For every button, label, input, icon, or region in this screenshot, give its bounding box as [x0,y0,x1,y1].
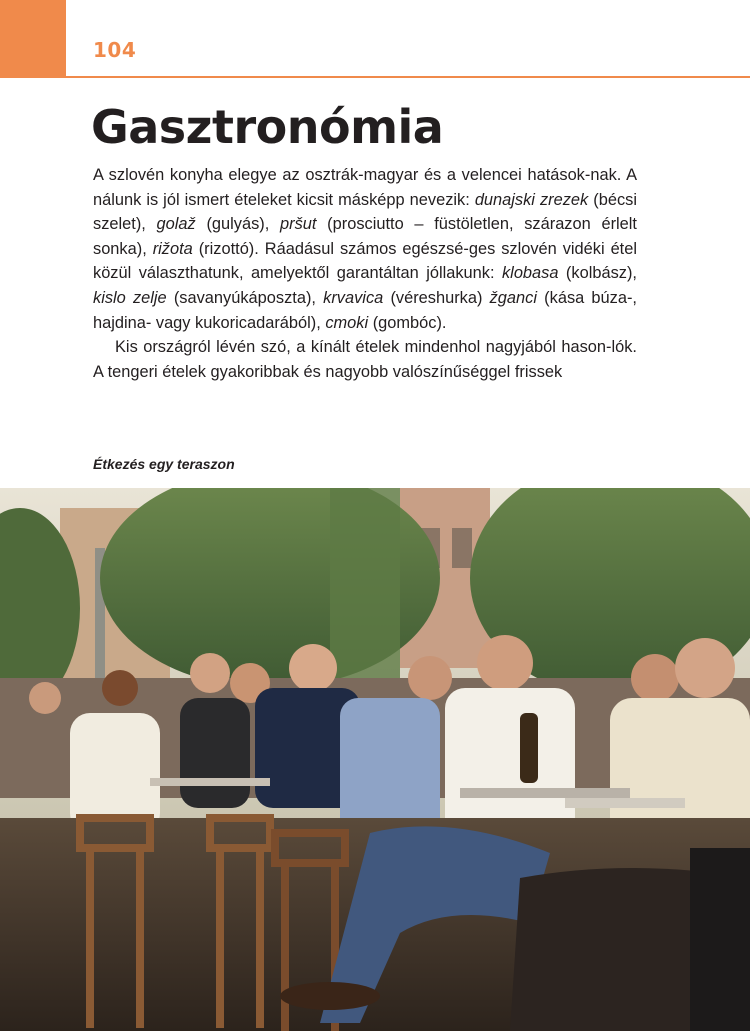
text-run: A szlovén konyha elegye az osztrák-magyar és a velencei hatások-nak. A nálunk is jól ismert ételeket kicsit másképp nevezik: [93,166,637,209]
dish-name: krvavica [323,288,384,307]
paragraph-2: Kis országról lévén szó, a kínált ételek mindenhol nagyjából hason-lók. A tengeri ételek gyakoribbak és nagyobb valószínűséggel frissek [93,338,637,381]
text-run: (gombóc). [368,313,447,332]
dish-name: golaž [156,215,196,234]
text-run: (rizottó). Ráadásul számos egészsé-ges szlovén vidéki étel közül választhatunk, amelyektől garantáltan jóllakunk: [93,239,637,283]
text-run: (bécsi szelet), [93,190,637,234]
dish-name: dunajski zrezek [474,190,589,209]
page-number: 104 [93,38,137,62]
dish-name: pršut [280,215,317,234]
terrace-dining-photo [0,488,750,1031]
dish-name: rižota [152,239,193,258]
article-body [93,163,637,384]
text-run: (kolbász), [558,264,637,283]
header-rule [66,76,750,78]
text-run: (savanyúkáposzta), [166,288,324,307]
text-run: (kása búza-, hajdina- vagy kukoricadarából), [93,288,637,332]
dish-name: cmoki [325,313,369,332]
text-run: (véreshurka) [383,288,490,307]
page-title: Gasztronómia [91,100,444,154]
text-run: (gulyás), [195,215,281,234]
photo-caption: Étkezés egy teraszon [93,456,235,472]
dish-name: klobasa [501,264,559,283]
paragraph-1 [93,163,637,335]
header-color-block [0,0,66,78]
dish-name: žganci [489,288,537,307]
text-run: (prosciutto – füstöletlen, szárazon érlelt sonka), [93,215,637,258]
dish-name: kislo zelje [93,288,167,307]
